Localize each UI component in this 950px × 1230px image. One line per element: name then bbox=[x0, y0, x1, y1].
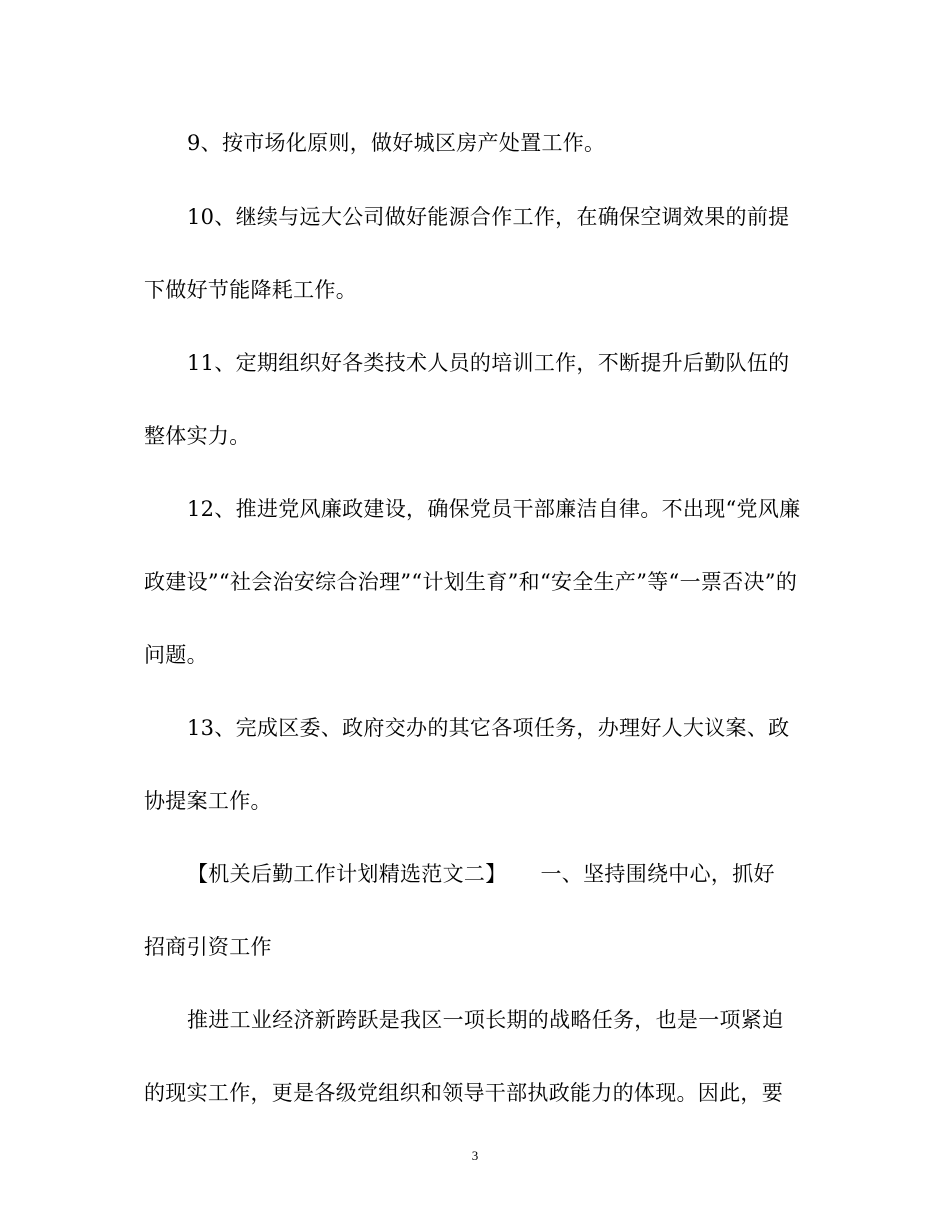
subsection-title: 一、坚持围绕中心，抓好 bbox=[540, 862, 775, 886]
paragraph-line-1: 推进工业经济新跨跃是我区一项长期的战略任务，也是一项紧迫 bbox=[187, 1008, 784, 1032]
section-heading-line bbox=[187, 860, 857, 888]
text-line-item-13: 13、完成区委、政府交办的其它各项任务，办理好人大议案、政 bbox=[187, 716, 790, 740]
text-line-item-13-cont: 协提案工作。 bbox=[144, 789, 272, 813]
text-line-item-10: 10、继续与远大公司做好能源合作工作，在确保空调效果的前提 bbox=[187, 205, 790, 229]
text-line-item-12-end: 问题。 bbox=[144, 643, 208, 667]
text-line-item-12: 12、推进党风廉政建设，确保党员干部廉洁自律。不出现“党风廉 bbox=[187, 497, 801, 521]
text-line-item-10-cont: 下做好节能降耗工作。 bbox=[144, 278, 357, 302]
text-line-item-9: 9、按市场化原则，做好城区房产处置工作。 bbox=[187, 131, 606, 155]
text-line-item-12-cont: 政建设”“社会治安综合治理”“计划生育”和“安全生产”等“一票否决”的 bbox=[144, 570, 798, 594]
paragraph-line-2: 的现实工作，更是各级党组织和领导干部执政能力的体现。因此，要 bbox=[144, 1081, 783, 1105]
subsection-title-cont: 招商引资工作 bbox=[144, 935, 272, 959]
page-number: 3 bbox=[471, 1148, 479, 1163]
text-line-item-11: 11、定期组织好各类技术人员的培训工作，不断提升后勤队伍的 bbox=[187, 351, 790, 375]
text-line-item-11-cont: 整体实力。 bbox=[144, 424, 251, 448]
section-title: 【机关后勤工作计划精选范文二】 bbox=[187, 862, 507, 886]
